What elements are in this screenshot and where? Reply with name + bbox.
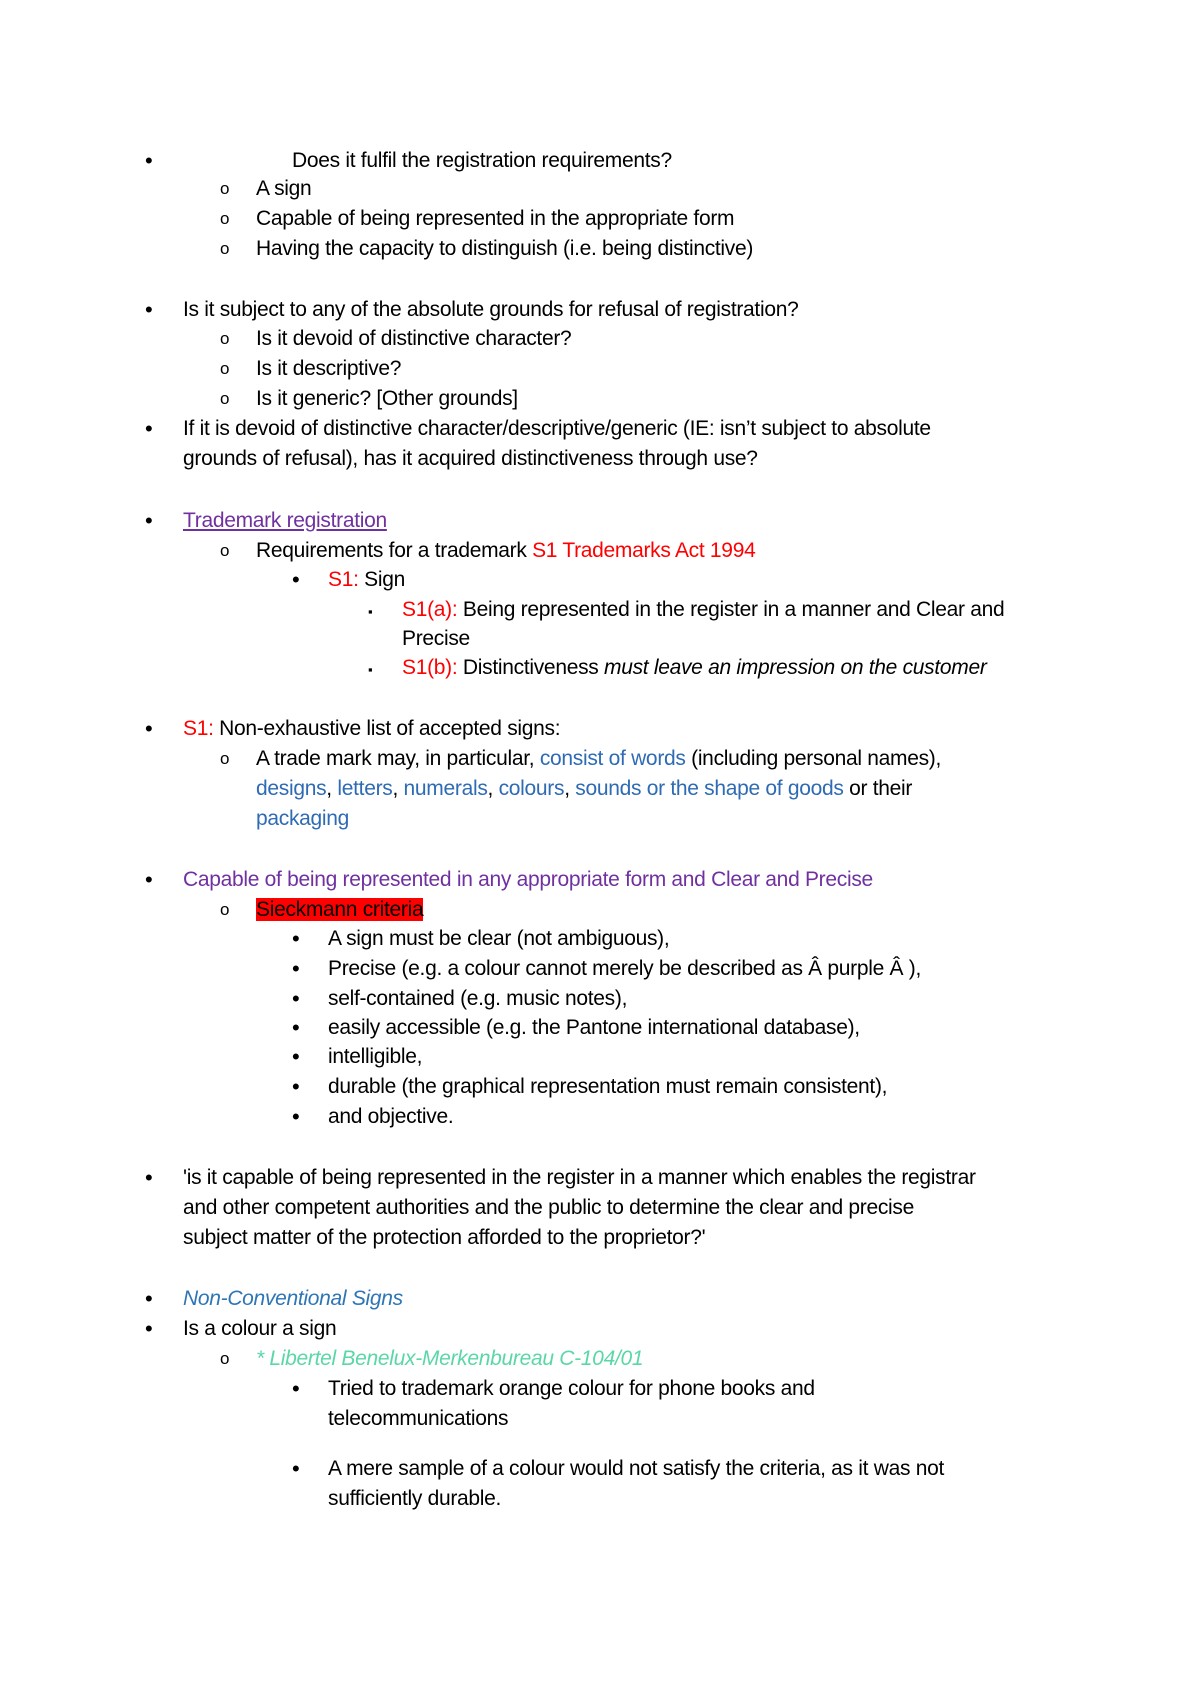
case-reference: * Libertel Benelux-Merkenbureau C-104/01 bbox=[256, 1347, 644, 1370]
s1b-text: Distinctiveness bbox=[457, 656, 605, 679]
bullet-disc: • bbox=[292, 956, 300, 981]
s1b-line bbox=[402, 655, 987, 681]
statute-reference: S1 Trademarks Act 1994 bbox=[532, 539, 756, 562]
criteria-item: and objective. bbox=[328, 1105, 454, 1128]
text-run: or their bbox=[843, 777, 913, 800]
text-run: , bbox=[392, 777, 404, 800]
signs-line-1 bbox=[256, 746, 941, 772]
bullet-square: ▪ bbox=[368, 604, 373, 619]
s1-text: Sign bbox=[358, 568, 405, 591]
text-run: designs bbox=[256, 777, 327, 800]
bullet-disc: • bbox=[145, 297, 153, 322]
bullet-circle: o bbox=[220, 900, 230, 919]
sieckmann-criteria-heading bbox=[256, 897, 423, 923]
criteria-item: intelligible, bbox=[328, 1045, 423, 1068]
criteria-item: A sign must be clear (not ambiguous), bbox=[328, 927, 670, 950]
bullet-circle: o bbox=[220, 389, 230, 408]
bullet-disc: • bbox=[145, 867, 153, 892]
s1-label: S1: bbox=[328, 568, 359, 591]
case-point-1-l2: telecommunications bbox=[328, 1407, 509, 1430]
bullet-square: ▪ bbox=[368, 662, 373, 677]
bullet-disc: • bbox=[145, 1316, 153, 1341]
bullet-disc: • bbox=[292, 1456, 300, 1481]
question-acquired-distinctiveness-l2: grounds of refusal), has it acquired distinctiveness through use? bbox=[183, 447, 758, 470]
heading-capable-represented: Capable of being represented in any appropriate form and Clear and Precise bbox=[183, 868, 873, 891]
bullet-circle: o bbox=[220, 1349, 230, 1368]
heading-trademark-registration: Trademark registration bbox=[183, 509, 387, 532]
bullet-disc: • bbox=[292, 1074, 300, 1099]
bullet-disc: • bbox=[292, 567, 300, 592]
s1a-label: S1(a): bbox=[402, 598, 458, 621]
bullet-disc: • bbox=[145, 148, 153, 173]
text-run: consist of words bbox=[539, 747, 686, 770]
s1a-line-2: Precise bbox=[402, 627, 470, 650]
text-run: , bbox=[326, 777, 338, 800]
quote-line-1: 'is it capable of being represented in the register in a manner which enables the registrar bbox=[183, 1166, 976, 1189]
signs-line-2 bbox=[256, 776, 912, 802]
bullet-disc: • bbox=[292, 1376, 300, 1401]
s1b-italic: must leave an impression on the customer bbox=[604, 656, 987, 679]
requirements-line bbox=[256, 538, 755, 564]
criteria-item: Precise (e.g. a colour cannot merely be described as Â purple Â ), bbox=[328, 957, 922, 980]
text-run: sounds or the shape of goods bbox=[575, 777, 844, 800]
bullet-disc: • bbox=[292, 1104, 300, 1129]
list-item: Is it descriptive? bbox=[256, 357, 402, 380]
question-absolute-grounds: Is it subject to any of the absolute grounds for refusal of registration? bbox=[183, 298, 799, 321]
bullet-disc: • bbox=[145, 416, 153, 441]
bullet-disc: • bbox=[145, 508, 153, 533]
list-item: Capable of being represented in the appropriate form bbox=[256, 207, 735, 230]
s1a-line-1 bbox=[402, 597, 1004, 623]
text-run: (including personal names), bbox=[685, 747, 941, 770]
case-point-1-l1: Tried to trademark orange colour for phone books and bbox=[328, 1377, 815, 1400]
bullet-circle: o bbox=[220, 239, 230, 258]
bullet-disc: • bbox=[145, 716, 153, 741]
accepted-signs-line bbox=[183, 716, 560, 742]
bullet-circle: o bbox=[220, 329, 230, 348]
bullet-disc: • bbox=[145, 1286, 153, 1311]
s1-label: S1: bbox=[183, 717, 214, 740]
bullet-disc: • bbox=[292, 1044, 300, 1069]
text-run: A trade mark may, in particular, bbox=[256, 747, 540, 770]
criteria-item: durable (the graphical representation must remain consistent), bbox=[328, 1075, 888, 1098]
text-run: colours bbox=[498, 777, 565, 800]
heading-non-conventional-signs: Non-Conventional Signs bbox=[183, 1287, 403, 1310]
sieckmann-highlight: Sieckmann criteria bbox=[256, 898, 424, 921]
text-run: , bbox=[487, 777, 499, 800]
bullet-circle: o bbox=[220, 541, 230, 560]
case-point-2-l2: sufficiently durable. bbox=[328, 1487, 502, 1510]
text-run: letters bbox=[337, 777, 393, 800]
list-item: Having the capacity to distinguish (i.e. being distinctive) bbox=[256, 237, 754, 260]
text-run: numerals bbox=[403, 777, 488, 800]
question-registration-requirements: Does it fulfil the registration requirements? bbox=[292, 149, 672, 172]
list-item: A sign bbox=[256, 177, 312, 200]
question-acquired-distinctiveness-l1: If it is devoid of distinctive character/descriptive/generic (IE: isn’t subject to absolute bbox=[183, 417, 931, 440]
question-colour-sign: Is a colour a sign bbox=[183, 1317, 337, 1340]
bullet-circle: o bbox=[220, 209, 230, 228]
text-run: , bbox=[564, 777, 576, 800]
list-item: Is it devoid of distinctive character? bbox=[256, 327, 572, 350]
criteria-item: self-contained (e.g. music notes), bbox=[328, 987, 628, 1010]
s1a-text: Being represented in the register in a manner and Clear and bbox=[457, 598, 1005, 621]
bullet-disc: • bbox=[292, 926, 300, 951]
signs-line-3: packaging bbox=[256, 807, 350, 830]
list-item: Is it generic? [Other grounds] bbox=[256, 387, 518, 410]
bullet-disc: • bbox=[292, 986, 300, 1011]
s1-sign-line bbox=[328, 567, 405, 593]
quote-line-3: subject matter of the protection afforded to the proprietor?' bbox=[183, 1226, 706, 1249]
accepted-signs-text: Non-exhaustive list of accepted signs: bbox=[213, 717, 561, 740]
requirements-prefix: Requirements for a trademark bbox=[256, 539, 533, 562]
bullet-circle: o bbox=[220, 359, 230, 378]
bullet-circle: o bbox=[220, 749, 230, 768]
quote-line-2: and other competent authorities and the public to determine the clear and precise bbox=[183, 1196, 915, 1219]
bullet-disc: • bbox=[292, 1015, 300, 1040]
bullet-disc: • bbox=[145, 1165, 153, 1190]
case-point-2-l1: A mere sample of a colour would not satisfy the criteria, as it was not bbox=[328, 1457, 944, 1480]
criteria-item: easily accessible (e.g. the Pantone international database), bbox=[328, 1016, 860, 1039]
bullet-circle: o bbox=[220, 179, 230, 198]
s1b-label: S1(b): bbox=[402, 656, 458, 679]
